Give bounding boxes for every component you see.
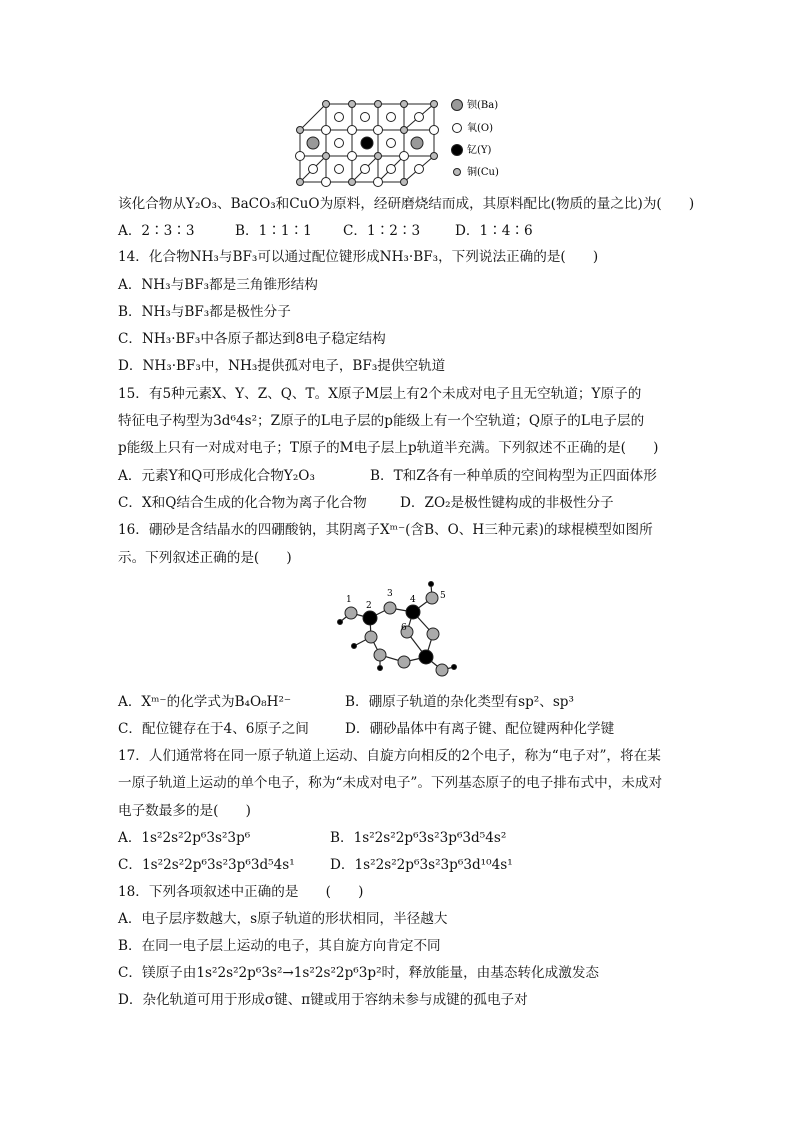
q14-option-a: A．NH₃与BF₃都是三角锥形结构 xyxy=(118,277,318,293)
q15-option-a: A．元素Y和Q可形成化合物Y₂O₃ xyxy=(118,468,315,484)
q14-option-d: D．NH₃·BF₃中，NH₃提供孤对电子，BF₃提供空轨道 xyxy=(118,358,446,374)
legend-o-label: 氧(O) xyxy=(467,123,494,134)
atom-label-1: 1 xyxy=(346,595,352,605)
legend-y-swatch xyxy=(452,145,463,156)
q18-option-a: A．电子层序数越大，s原子轨道的形状相同，半径越大 xyxy=(118,911,448,927)
q17-stem-line-2: 一原子轨道上运动的单个电子，称为“未成对电子”。下列基态原子的电子排布式中，未成对 xyxy=(118,775,663,791)
q13-stem: 该化合物从Y₂O₃、BaCO₃和CuO为原料，经研磨烧结而成，其原料配比(物质的量之比)为( ) xyxy=(118,196,695,212)
legend-ba-swatch xyxy=(452,100,463,111)
q17-option-d: D．1s²2s²2p⁶3s²3p⁶3d¹⁰4s¹ xyxy=(330,857,513,873)
atom-label-5: 5 xyxy=(440,591,446,601)
q16-option-c: C．配位键存在于4、6原子之间 xyxy=(118,721,309,737)
q17-option-c: C．1s²2s²2p⁶3s²3p⁶3d⁵4s¹ xyxy=(118,857,295,873)
q15-stem-line-2: 特征电子构型为3d⁶4s²；Z原子的L电子层的p能级上有一个空轨道；Q原子的L电子层的 xyxy=(118,413,645,429)
q13-option-b: B．1∶1∶1 xyxy=(235,223,312,239)
q17-stem-line-3: 电子数最多的是( ) xyxy=(118,803,251,819)
q18-stem: 18．下列各项叙述中正确的是 ( ) xyxy=(118,884,364,900)
q13-option-d: D．1∶4∶6 xyxy=(455,223,533,239)
borate-ball-stick-model xyxy=(328,572,468,678)
q14-option-c: C．NH₃·BF₃中各原子都达到8电子稳定结构 xyxy=(118,331,386,347)
q16-stem-line-1: 16．硼砂是含结晶水的四硼酸钠，其阴离子Xᵐ⁻(含B、O、H三种元素)的球棍模型如图所 xyxy=(118,522,653,538)
crystal-structure-figure xyxy=(290,92,510,188)
q13-option-a: A．2∶3∶3 xyxy=(118,223,195,239)
q17-stem-line-1: 17．人们通常将在同一原子轨道上运动、自旋方向相反的2个电子，称为“电子对”，将在某 xyxy=(118,748,661,764)
q16-option-a: A．Xᵐ⁻的化学式为B₄O₈H²⁻ xyxy=(118,694,292,710)
q14-option-b: B．NH₃与BF₃都是极性分子 xyxy=(118,304,291,320)
q13-option-c: C．1∶2∶3 xyxy=(343,223,421,239)
atom-label-2: 2 xyxy=(366,601,372,611)
legend-cu-label: 铜(Cu) xyxy=(467,167,499,178)
q14-stem: 14．化合物NH₃与BF₃可以通过配位键形成NH₃·BF₃，下列说法正确的是( ) xyxy=(118,249,599,265)
q15-stem-line-3: p能级上只有一对成对电子；T原子的M电子层上p轨道半充满。下列叙述不正确的是( ) xyxy=(118,440,659,456)
atom-label-6: 6 xyxy=(401,623,407,633)
legend xyxy=(452,100,463,176)
atom-label-4: 4 xyxy=(410,595,416,605)
q17-option-a: A．1s²2s²2p⁶3s²3p⁶ xyxy=(118,830,251,846)
q17-option-b: B．1s²2s²2p⁶3s²3p⁶3d⁵4s² xyxy=(330,830,507,846)
q15-option-d: D．ZO₂是极性键构成的非极性分子 xyxy=(400,495,614,511)
legend-y-label: 钇(Y) xyxy=(467,145,492,156)
q16-stem-line-2: 示。下列叙述正确的是( ) xyxy=(118,550,292,566)
q16-option-b: B．硼原子轨道的杂化类型有sp²、sp³ xyxy=(345,694,574,710)
legend-ba-label: 钡(Ba) xyxy=(467,100,499,111)
q15-stem-line-1: 15．有5种元素X、Y、Z、Q、T。X原子M层上有2个未成对电子且无空轨道；Y原子的 xyxy=(118,386,642,402)
q16-option-d: D．硼砂晶体中有离子键、配位键两种化学键 xyxy=(345,721,615,737)
q18-option-d: D．杂化轨道可用于形成σ键、π键或用于容纳未参与成键的孤电子对 xyxy=(118,992,528,1008)
legend-o-swatch xyxy=(453,124,462,133)
atom-label-3: 3 xyxy=(387,589,393,599)
q18-option-c: C．镁原子由1s²2s²2p⁶3s²→1s²2s²2p⁶3p²时，释放能量，由基态转化成激发态 xyxy=(118,965,600,981)
q15-option-b: B．T和Z各有一种单质的空间构型为正四面体形 xyxy=(370,468,657,484)
legend-cu-swatch xyxy=(454,169,461,176)
q18-option-b: B．在同一电子层上运动的电子，其自旋方向肯定不同 xyxy=(118,938,441,954)
q15-option-c: C．X和Q结合生成的化合物为离子化合物 xyxy=(118,495,367,511)
